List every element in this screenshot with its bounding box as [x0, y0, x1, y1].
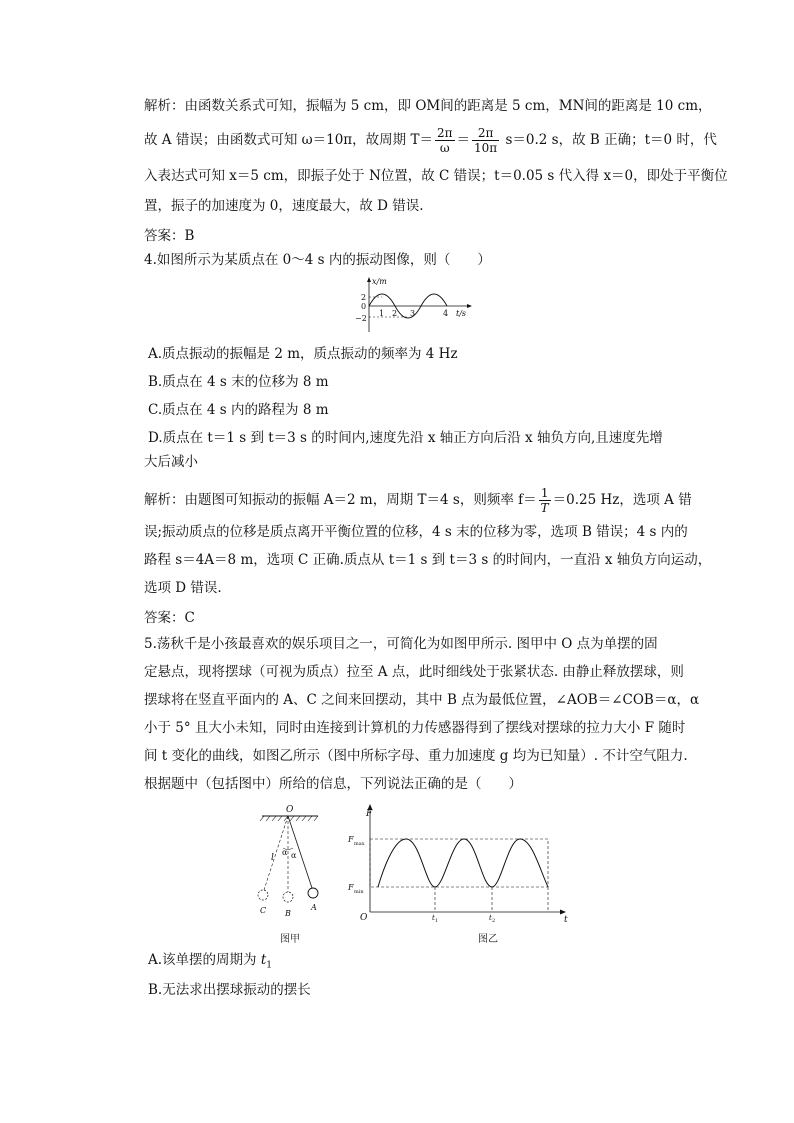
graph-xlabel: t/s	[456, 309, 467, 318]
question-5-line-5: 间 t 变化的曲线，如图乙所示（图中所标字母、重力加速度 g 均为已知量）. 不计空气阻力.	[144, 748, 688, 764]
force-curve	[378, 839, 548, 887]
length-label: l	[271, 853, 274, 863]
figure-yi-caption: 图乙	[478, 934, 498, 945]
question-5-line-2: 定悬点，现将摆球（可视为质点）拉至 A 点，此时细线处于张紧状态. 由静止释放摆球，则	[144, 664, 684, 680]
fmax-label: F	[348, 835, 354, 844]
analysis-4-line-4: 选项 D 错误.	[144, 580, 222, 596]
analysis-3-line-1: 解析：由函数关系式可知，振幅为 5 cm，即 OM间的距离是 5 cm，MN间的距离是 10 cm，	[144, 98, 712, 114]
fmax-sub: max	[354, 841, 365, 847]
question-5-line-4: 小于 5° 且大小未知，同时由连接到计算机的力传感器得到了摆线对摆球的拉力大小 F 随时	[144, 720, 686, 736]
analysis-3-line-2-text-b: s＝0.2 s，故 B 正确；t＝0 时，代	[501, 132, 717, 148]
q5-option-a-text: A.该单摆的周期为	[148, 952, 261, 968]
question-5-line-6: 根据题中（包括图中）所给的信息，下列说法正确的是（ ）	[144, 776, 522, 792]
frac1-denominator: ω	[439, 141, 450, 155]
question-5-line-3: 摆球将在竖直平面内的 A、C 之间来回摆动，其中 B 点为最低位置，∠AOB＝∠COB＝α，α	[144, 692, 700, 708]
frac2-numerator: 2π	[472, 126, 499, 141]
alpha-left: α	[282, 848, 288, 857]
graph-tick-4: 4	[443, 309, 449, 318]
graph-y-bottom: −2	[355, 314, 367, 323]
answer-4: 答案：C	[144, 610, 195, 626]
f-axis-label: F	[366, 809, 373, 819]
force-time-graph	[340, 800, 575, 925]
analysis-3-line-2-text-a: 故 A 错误；由函数式可知 ω＝10π，故周期 T＝	[144, 132, 433, 148]
q5-option-b: B.无法求出摆球振动的摆长	[148, 982, 311, 998]
t2-sub: 2	[492, 918, 496, 924]
q5-option-a	[148, 950, 272, 976]
question-5-line-1: 5.荡秋千是小孩最喜欢的娱乐项目之一，可简化为如图甲所示. 图甲中 O 点为单摆的固	[144, 636, 658, 652]
t1-label: t	[432, 914, 435, 922]
q4-option-d-line-1: D.质点在 t＝1 s 到 t＝3 s 的时间内,速度先沿 x 轴正方向后沿 x 轴负方向,且速度先增	[148, 430, 663, 446]
question-4-stem: 4.如图所示为某质点在 0～4 s 内的振动图像，则（ ）	[144, 252, 491, 268]
fmin-label: F	[348, 883, 354, 892]
alpha-right: α	[291, 851, 297, 860]
q4-option-a: A.质点振动的振幅是 2 m，质点振动的频率为 4 Hz	[148, 346, 458, 362]
vibration-graph	[355, 276, 475, 334]
q5-option-a-t: t	[260, 952, 267, 968]
graph-tick-2: 2	[392, 309, 398, 318]
graph-ylabel: x/m	[372, 277, 387, 286]
t-axis-label: t	[564, 915, 568, 925]
pendulum-figure	[250, 800, 330, 925]
graph-y-zero: 0	[361, 302, 367, 311]
figure-jia-caption: 图甲	[280, 934, 300, 945]
pivot-label: O	[286, 805, 294, 815]
freq-denominator: T	[540, 501, 549, 515]
q5-option-a-sub: 1	[266, 960, 273, 971]
graph-tick-1: 1	[379, 309, 385, 318]
analysis-4-line-3: 路程 s＝4A＝8 m，选项 C 正确.质点从 t＝1 s 到 t＝3 s 的时间内，一直沿 x 轴负方向运动，	[144, 552, 712, 568]
equals-sign: ＝	[456, 132, 471, 148]
freq-numerator: 1	[539, 486, 551, 501]
graph-y-top: 2	[361, 293, 367, 302]
analysis-3-line-4: 置，振子的加速度为 0，速度最大，故 D 错误.	[144, 198, 424, 214]
analysis-4-line-1	[144, 486, 692, 515]
q4-option-b: B.质点在 4 s 末的位移为 8 m	[148, 374, 329, 390]
period-fraction-2	[472, 126, 499, 155]
period-fraction-1	[435, 126, 455, 155]
origin-label: O	[360, 913, 368, 923]
frequency-fraction	[539, 486, 551, 515]
point-c-label: C	[260, 906, 267, 915]
point-a-label: A	[311, 903, 317, 912]
graph-tick-3: 3	[410, 309, 416, 318]
t2-label: t	[489, 914, 492, 922]
fmin-sub: min	[354, 889, 364, 895]
point-b-label: B	[285, 909, 291, 918]
frac2-denominator: 10π	[474, 141, 498, 155]
answer-3: 答案：B	[144, 228, 195, 244]
analysis-4-line-1-b: ＝0.25 Hz，选项 A 错	[552, 492, 692, 508]
q4-option-c: C.质点在 4 s 内的路程为 8 m	[148, 402, 329, 418]
analysis-4-line-1-a: 解析：由题图可知振动的振幅 A＝2 m，周期 T＝4 s，则频率 f＝	[144, 492, 537, 508]
analysis-3-line-2	[144, 126, 717, 155]
frac1-numerator: 2π	[436, 126, 453, 140]
analysis-4-line-2: 误;振动质点的位移是质点离开平衡位置的位移，4 s 末的位移为零，选项 B 错误；4 s 内的	[144, 524, 688, 540]
q4-option-d-line-2: 大后减小	[144, 454, 198, 470]
t1-sub: 1	[435, 918, 439, 924]
analysis-3-line-3: 入表达式可知 x＝5 cm，即振子处于 N位置，故 C 错误；t＝0.05 s 代入得 x＝0，即处于平衡位	[144, 168, 728, 184]
